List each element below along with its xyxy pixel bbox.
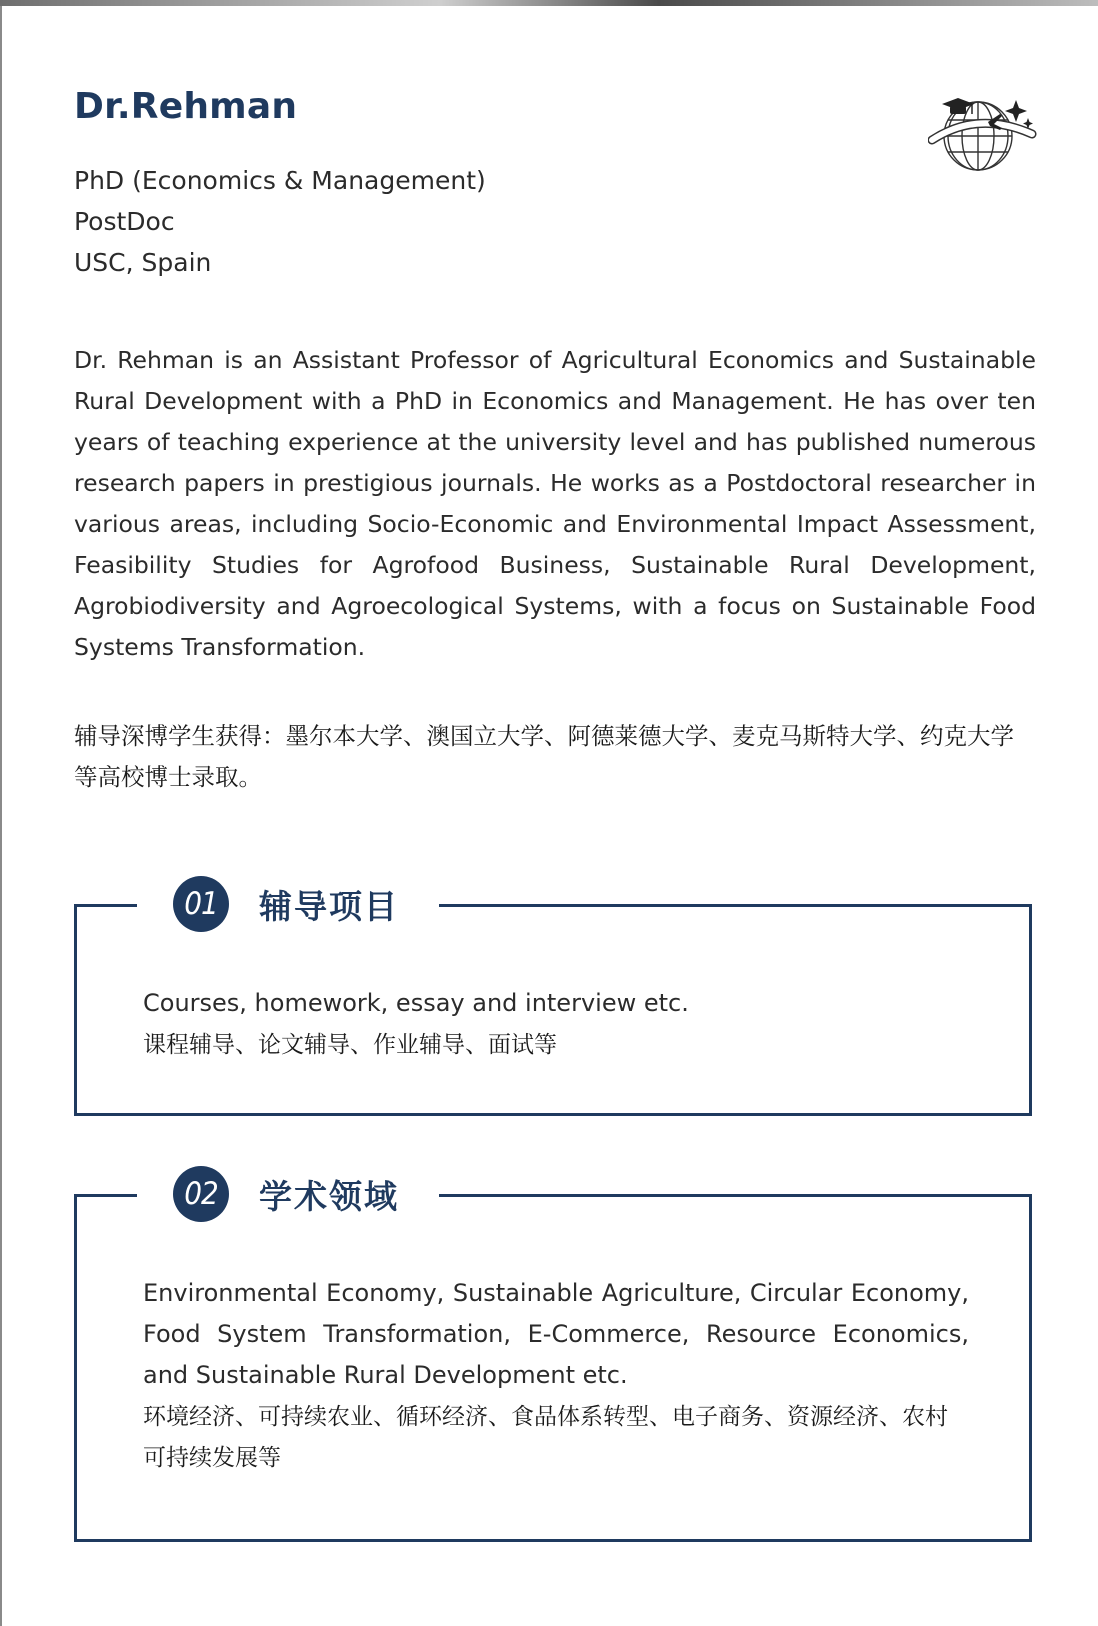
credential-affiliation: USC, Spain <box>74 248 212 277</box>
credential-degree: PhD (Economics & Management) <box>74 166 486 195</box>
section-title: 辅导项目 <box>259 886 399 926</box>
section-number-badge: 02 <box>173 1166 229 1222</box>
credentials-list <box>74 160 486 283</box>
section-number-badge: 01 <box>173 876 229 932</box>
credential-postdoc: PostDoc <box>74 207 175 236</box>
globe-graduation-cap-icon <box>928 90 1040 180</box>
section-header <box>137 869 439 939</box>
mentoring-results-note: 辅导深博学生获得：墨尔本大学、澳国立大学、阿德莱德大学、麦克马斯特大学、约克大学等高校博士录取。 <box>74 722 1014 791</box>
edventure-abroad-logo <box>928 90 1040 180</box>
academic-fields-section <box>74 1176 1032 1542</box>
profile-name: Dr.Rehman <box>74 86 298 127</box>
biography-paragraph: Dr. Rehman is an Assistant Professor of Agricultural Economics and Sustainable Rural Development with a PhD in Economics and Management. He has over ten years of teaching experience at the university level and has published numerous research papers in prestigious journals. He works as a Postdoctoral researcher in various areas, including Socio-Economic and Environmental Impact Assessment, Feasibility Studies for Agrofood Business, Sustainable Rural Development, Agrobiodiversity and Agroecological Systems, with a focus on Sustainable Food Systems Transformation. <box>74 346 1036 661</box>
tutoring-services-section <box>74 886 1032 1116</box>
section-english-text: Environmental Economy, Sustainable Agriculture, Circular Economy, Food System Transformation, E-Commerce, Resource Economics, and Sustainable Rural Development etc. <box>143 1279 969 1389</box>
section-chinese-text: 环境经济、可持续农业、循环经济、食品体系转型、电子商务、资源经济、农村可持续发展等 <box>143 1404 948 1471</box>
profile-card <box>2 6 1098 1626</box>
section-english-text: Courses, homework, essay and interview etc. <box>143 989 689 1017</box>
section-chinese-text: 课程辅导、论文辅导、作业辅导、面试等 <box>143 1032 557 1058</box>
section-header <box>137 1159 439 1229</box>
section-title: 学术领域 <box>259 1176 399 1216</box>
